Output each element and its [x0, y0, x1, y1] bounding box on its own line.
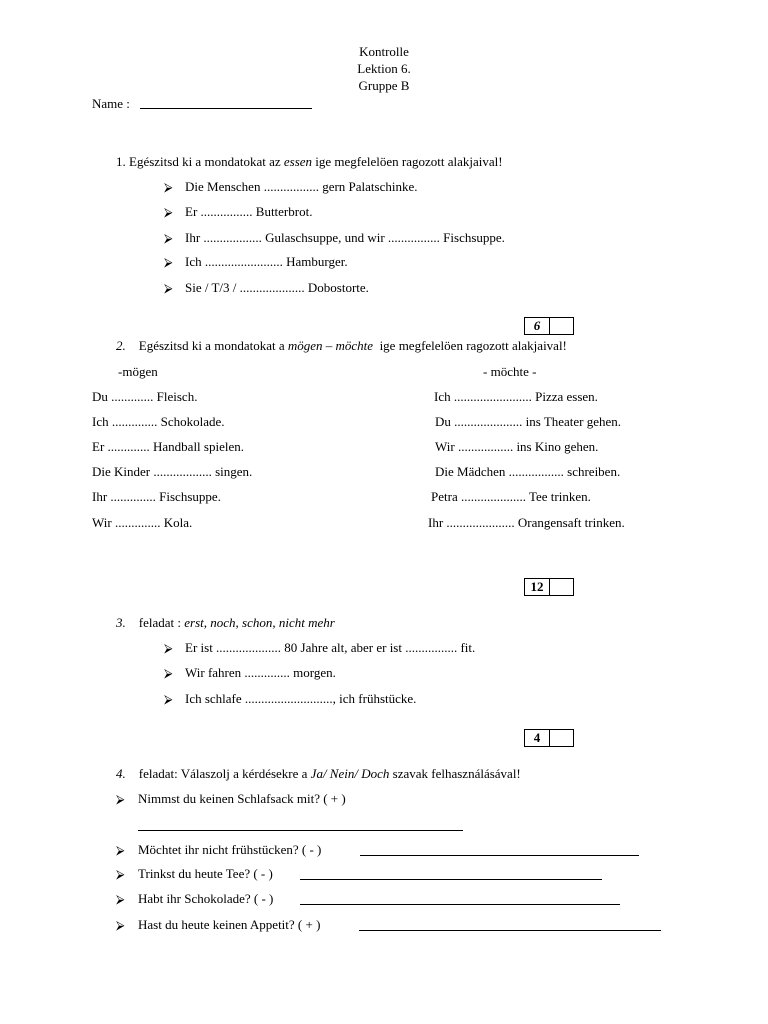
- arrow-bullet-icon: ⮚: [116, 867, 125, 881]
- ex2-left-item[interactable]: Ich .............. Schokolade.: [92, 414, 225, 429]
- ex4-question: Möchtet ihr nicht frühstücken? ( - ): [138, 842, 322, 857]
- ex2-score-box[interactable]: [524, 578, 574, 596]
- ex3-item[interactable]: Er ist .................... 80 Jahre alt, aber er ist ................ fit.: [185, 640, 476, 655]
- group-label: Gruppe B: [358, 78, 410, 93]
- ex1-instr-pre: Egészitsd ki a mondatokat az: [129, 154, 281, 169]
- ex4-question: Hast du heute keinen Appetit? ( + ): [138, 917, 321, 932]
- arrow-bullet-icon: ⮚: [164, 255, 173, 269]
- ex2-instr-post: ige megfelelöen ragozott alakjaival!: [379, 338, 567, 353]
- ex1-item[interactable]: Sie / T/3 / .................... Dobostorte.: [185, 280, 369, 295]
- ex1-item[interactable]: Er ................ Butterbrot.: [185, 204, 313, 219]
- arrow-bullet-icon: ⮚: [164, 281, 173, 295]
- name-label: Name :: [92, 96, 130, 111]
- ex1-instruction: [116, 154, 503, 170]
- ex3-score-value: 4: [525, 730, 550, 746]
- ex2-left-item[interactable]: Die Kinder .................. singen.: [92, 464, 253, 479]
- ex2-left-item[interactable]: Er ............. Handball spielen.: [92, 439, 244, 454]
- ex3-score-box[interactable]: [524, 729, 574, 747]
- arrow-bullet-icon: ⮚: [116, 892, 125, 906]
- ex2-instr-verb: mögen – möchte: [287, 338, 374, 353]
- ex2-left-item[interactable]: Du ............. Fleisch.: [92, 389, 198, 404]
- lesson-label: Lektion 6.: [357, 61, 411, 76]
- ex2-right-item[interactable]: Ihr ..................... Orangensaft trinken.: [428, 515, 625, 530]
- ex4-question: Trinkst du heute Tee? ( - ): [138, 866, 273, 881]
- ex2-right-item[interactable]: Ich ........................ Pizza essen.: [434, 389, 598, 404]
- ex1-item[interactable]: Ich ........................ Hamburger.: [185, 254, 348, 269]
- ex1-instr-post: ige megfelelöen ragozott alakjaival!: [315, 154, 503, 169]
- ex4-question: Nimmst du keinen Schlafsack mit? ( + ): [138, 791, 346, 806]
- arrow-bullet-icon: ⮚: [164, 231, 173, 245]
- ex4-instr-pre: feladat: Válaszolj a kérdésekre a: [138, 766, 308, 781]
- arrow-bullet-icon: ⮚: [164, 205, 173, 219]
- ex3-score-input[interactable]: [550, 730, 573, 746]
- ex4-answer-line[interactable]: [359, 930, 661, 931]
- ex1-score-value: 6: [525, 318, 550, 334]
- ex1-item[interactable]: Ihr .................. Gulaschsuppe, und wir ................ Fischsuppe.: [185, 230, 505, 245]
- ex1-score-box[interactable]: [524, 317, 574, 335]
- ex4-number: 4.: [116, 766, 126, 781]
- ex2-right-heading: - möchte -: [483, 364, 537, 379]
- ex3-instr-pre: feladat :: [138, 615, 181, 630]
- ex2-right-item[interactable]: Wir ................. ins Kino gehen.: [435, 439, 599, 454]
- ex4-instruction: [116, 766, 521, 782]
- arrow-bullet-icon: ⮚: [164, 641, 173, 655]
- ex2-right-item[interactable]: Du ..................... ins Theater gehen.: [435, 414, 622, 429]
- ex4-answer-line[interactable]: [138, 830, 463, 831]
- ex2-left-item[interactable]: Wir .............. Kola.: [92, 515, 193, 530]
- ex3-instruction: [116, 615, 335, 631]
- ex2-instruction: [116, 338, 567, 354]
- ex4-answer-line[interactable]: [300, 879, 602, 880]
- arrow-bullet-icon: ⮚: [116, 918, 125, 932]
- ex1-score-input[interactable]: [550, 318, 573, 334]
- name-field[interactable]: [140, 108, 312, 109]
- ex2-right-item[interactable]: Petra .................... Tee trinken.: [431, 489, 591, 504]
- ex2-left-heading: -mögen: [118, 364, 158, 379]
- ex4-question: Habt ihr Schokolade? ( - ): [138, 891, 274, 906]
- ex4-instr-post: szavak felhasználásával!: [392, 766, 521, 781]
- ex2-right-item[interactable]: Die Mädchen ................. schreiben.: [435, 464, 621, 479]
- arrow-bullet-icon: ⮚: [116, 843, 125, 857]
- ex1-item[interactable]: Die Menschen ................. gern Palatschinke.: [185, 179, 418, 194]
- ex4-answer-line[interactable]: [300, 904, 620, 905]
- ex3-item[interactable]: Ich schlafe ..........................., ich frühstücke.: [185, 691, 417, 706]
- ex4-answer-line[interactable]: [360, 855, 639, 856]
- ex2-instr-pre: Egészitsd ki a mondatokat a: [138, 338, 285, 353]
- ex3-item[interactable]: Wir fahren .............. morgen.: [185, 665, 336, 680]
- arrow-bullet-icon: ⮚: [164, 180, 173, 194]
- ex3-instr-words: erst, noch, schon, nicht mehr: [184, 615, 335, 630]
- ex3-number: 3.: [116, 615, 126, 630]
- arrow-bullet-icon: ⮚: [164, 692, 173, 706]
- ex2-left-item[interactable]: Ihr .............. Fischsuppe.: [92, 489, 221, 504]
- ex2-score-input[interactable]: [550, 579, 573, 595]
- ex1-number: 1.: [116, 154, 126, 169]
- ex2-score-value: 12: [525, 579, 550, 595]
- ex4-instr-words: Ja/ Nein/ Doch: [310, 766, 390, 781]
- arrow-bullet-icon: ⮚: [164, 666, 173, 680]
- ex2-number: 2.: [116, 338, 126, 353]
- ex1-instr-verb: essen: [283, 154, 313, 169]
- arrow-bullet-icon: ⮚: [116, 792, 125, 806]
- page-title: Kontrolle: [359, 44, 409, 59]
